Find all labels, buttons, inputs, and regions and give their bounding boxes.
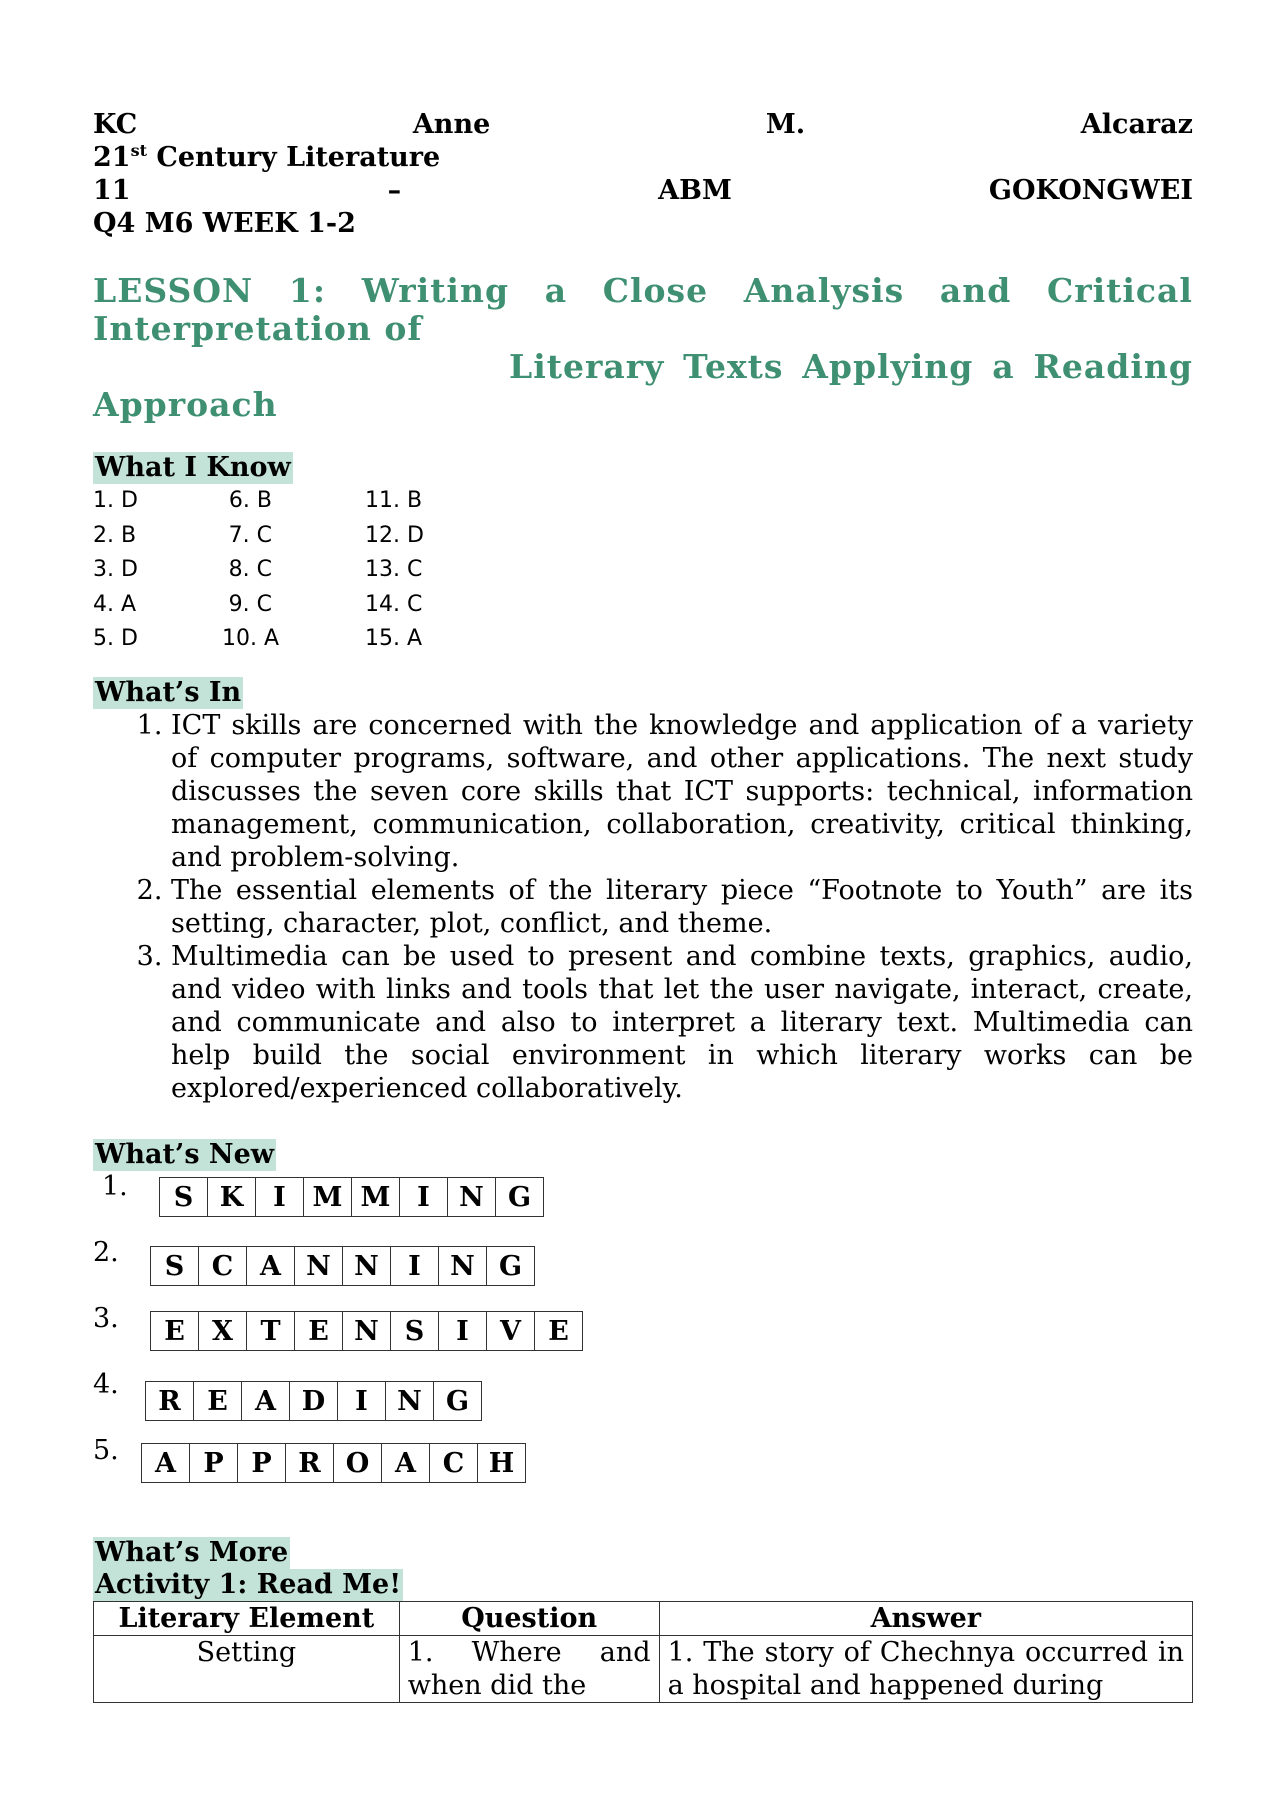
letter-box: S	[391, 1312, 439, 1351]
section-line: 11 – ABM GOKONGWEI	[93, 175, 1193, 206]
whats-in-list	[93, 709, 1193, 1105]
answer-cell: 1. The story of Chechnya occurred in a hospital and happened during	[659, 1636, 1192, 1703]
column-header: Literary Element	[94, 1602, 400, 1636]
letter-box: I	[391, 1247, 439, 1286]
letter-box: D	[290, 1382, 338, 1421]
letter-box: A	[382, 1444, 430, 1483]
subject-line: 21st Century Literature	[93, 141, 441, 173]
letter-boxes	[150, 1311, 583, 1351]
letter-box: I	[256, 1178, 304, 1217]
letter-box: R	[146, 1382, 194, 1421]
whats-new-heading: What’s New	[95, 1139, 275, 1170]
question-cell: 1. Where and when did the	[399, 1636, 659, 1703]
column-header: Answer	[659, 1602, 1192, 1636]
lesson-title-line-2: Literary Texts Applying a Reading	[509, 347, 1193, 386]
letter-box: M	[304, 1178, 352, 1217]
letter-box: I	[338, 1382, 386, 1421]
document-page	[93, 108, 1193, 1703]
letter-box: N	[386, 1382, 434, 1421]
table-header-row	[94, 1602, 1193, 1636]
module-line: Q4 M6 WEEK 1-2	[93, 208, 356, 239]
word-puzzle-5: 5. A P P R O A C H	[93, 1435, 1193, 1497]
letter-box: X	[199, 1312, 247, 1351]
letter-box: A	[242, 1382, 290, 1421]
table-row	[94, 1636, 1193, 1703]
letter-box: V	[487, 1312, 535, 1351]
letter-box: P	[238, 1444, 286, 1483]
letter-box: G	[487, 1247, 535, 1286]
answer-key	[93, 484, 1193, 657]
letter-box: M	[352, 1178, 400, 1217]
lesson-title-line-1: LESSON 1: Writing a Close Analysis and Critical	[93, 271, 1193, 310]
student-header	[93, 108, 1193, 240]
list-item: 2. The essential elements of the literary piece “Footnote to Youth” are its setting, character, plot, conflict, and theme.	[171, 874, 1193, 940]
word-puzzle-4: 4. R E A D I N G	[93, 1369, 1193, 1435]
letter-box: H	[478, 1444, 526, 1483]
answer-column-2: 6. B 7. C 8. C 9. C 10. A	[222, 488, 280, 651]
lesson-title	[93, 272, 1193, 424]
letter-box: C	[199, 1247, 247, 1286]
letter-box: E	[295, 1312, 343, 1351]
activity-heading: Activity 1: Read Me!	[95, 1569, 402, 1600]
list-item: 3. Multimedia can be used to present and combine texts, graphics, audio, and video with links and tools that let the user navigate, interact, create, and communicate and also to interpret a literary text. Multimedia can help build the social environment in which literary works can be explored/experienced collaboratively.	[171, 940, 1193, 1105]
letter-boxes	[159, 1177, 544, 1217]
answer-column-3: 11. B 12. D 13. C 14. C 15. A	[365, 488, 424, 651]
word-puzzle-2: 2. S C A N N I N G	[93, 1237, 1193, 1303]
letter-box: C	[430, 1444, 478, 1483]
answer-column-1: 1. D 2. B 3. D 4. A 5. D	[93, 488, 138, 651]
letter-boxes	[141, 1443, 526, 1483]
letter-box: S	[151, 1247, 199, 1286]
letter-box: N	[343, 1247, 391, 1286]
what-i-know-heading: What I Know	[95, 452, 291, 483]
element-cell: Setting	[94, 1636, 400, 1703]
letter-box: E	[194, 1382, 242, 1421]
lesson-title-line-1b: Interpretation of	[93, 309, 423, 348]
letter-box: N	[439, 1247, 487, 1286]
word-puzzle-3: 3. E X T E N S I V E	[93, 1303, 1193, 1369]
letter-box: A	[142, 1444, 190, 1483]
letter-box: E	[535, 1312, 583, 1351]
whats-in-heading: What’s In	[95, 677, 242, 708]
letter-box: I	[439, 1312, 487, 1351]
letter-box: N	[448, 1178, 496, 1217]
name-last: Alcaraz	[1080, 109, 1193, 140]
word-puzzle-1: 1. S K I M M I N G	[93, 1171, 1193, 1237]
letter-boxes	[150, 1246, 535, 1286]
student-name	[93, 108, 1193, 141]
letter-box: N	[295, 1247, 343, 1286]
name-middle: Anne	[412, 109, 491, 140]
literary-elements-table	[93, 1601, 1193, 1703]
name-first: KC	[93, 109, 138, 140]
list-item: 1. ICT skills are concerned with the knowledge and application of a variety of computer programs, software, and other applications. The next study discusses the seven core skills that ICT supports: technical, information management, communication, collaboration, creativity, critical thinking, and problem-solving.	[171, 709, 1193, 874]
letter-box: N	[343, 1312, 391, 1351]
letter-box: R	[286, 1444, 334, 1483]
letter-box: G	[496, 1178, 544, 1217]
letter-box: E	[151, 1312, 199, 1351]
name-initial: M.	[765, 109, 806, 140]
letter-box: P	[190, 1444, 238, 1483]
letter-boxes	[145, 1381, 482, 1421]
letter-box: G	[434, 1382, 482, 1421]
letter-box: T	[247, 1312, 295, 1351]
letter-box: S	[160, 1178, 208, 1217]
lesson-title-line-3: Approach	[93, 385, 278, 424]
letter-box: I	[400, 1178, 448, 1217]
letter-box: K	[208, 1178, 256, 1217]
column-header: Question	[399, 1602, 659, 1636]
letter-box: O	[334, 1444, 382, 1483]
letter-box: A	[247, 1247, 295, 1286]
whats-more-heading: What’s More	[95, 1537, 289, 1568]
